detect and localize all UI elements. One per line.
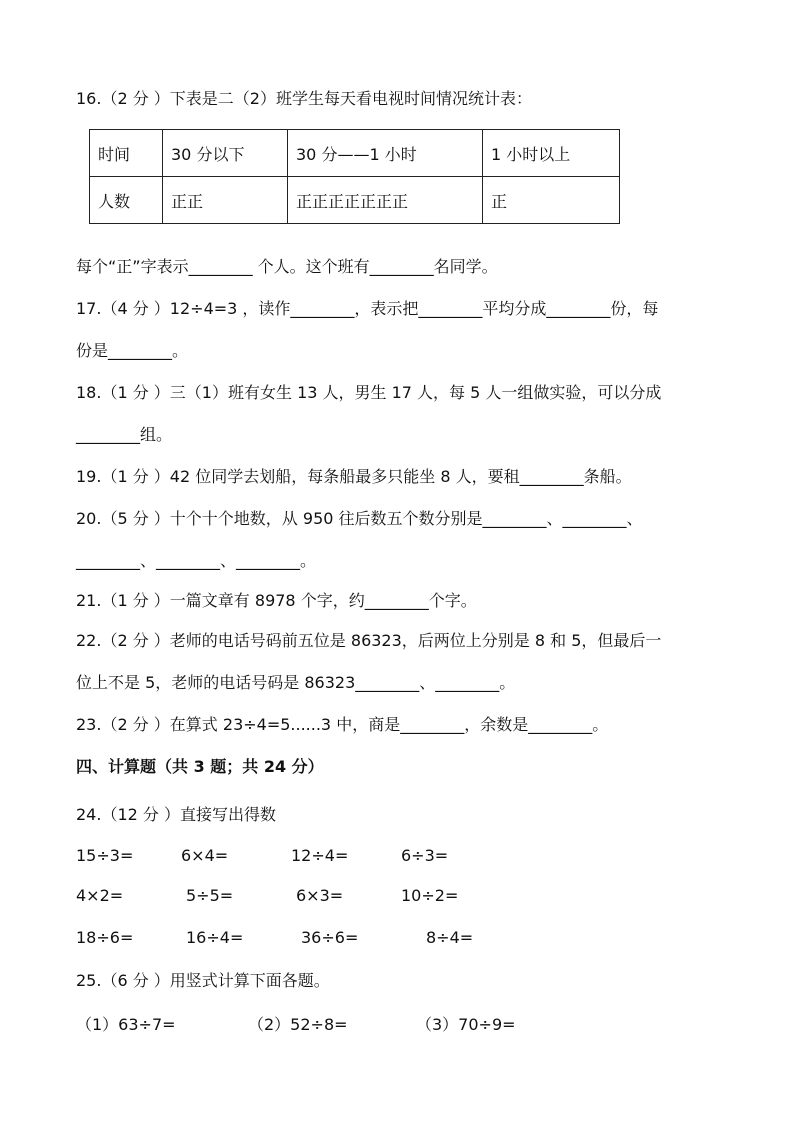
table-cell: 正 — [483, 177, 620, 224]
table-cell: 30 分以下 — [163, 130, 288, 177]
vertical-calc-item: （3）70÷9= — [416, 1015, 516, 1034]
section-4-title: 四、计算题（共 3 题；共 24 分） — [76, 757, 324, 776]
question-21-line1: 21.（1 分 ）一篇文章有 8978 个字，约________个字。 — [76, 591, 477, 610]
question-22-line2: 位上不是 5，老师的电话号码是 86323________、________。 — [76, 673, 516, 692]
question-22-line1: 22.（2 分 ）老师的电话号码前五位是 86323，后两位上分别是 8 和 5，但最后一 — [76, 631, 662, 650]
question-17-line2: 份是________。 — [76, 341, 189, 360]
table-cell: 正正正正正正正 — [288, 177, 483, 224]
calc-item: 10÷2= — [401, 886, 459, 905]
table-cell: 正正 — [163, 177, 288, 224]
calc-item: 18÷6= — [76, 928, 134, 947]
calc-item: 36÷6= — [301, 928, 359, 947]
question-19-line1: 19.（1 分 ）42 位同学去划船，每条船最多只能坐 8 人，要租________条船。 — [76, 467, 632, 486]
question-20-line2: ________、________、________。 — [76, 551, 317, 570]
table-cell: 30 分——1 小时 — [288, 130, 483, 177]
question-17-line1: 17.（4 分 ）12÷4=3 ，读作________，表示把________平均分成________份，每 — [76, 299, 659, 318]
calc-item: 6÷3= — [401, 846, 449, 865]
table-cell: 时间 — [90, 130, 163, 177]
calc-item: 8÷4= — [426, 928, 474, 947]
table-row — [90, 177, 620, 224]
calc-item: 6×3= — [296, 886, 344, 905]
question-24-prompt: 24.（12 分 ）直接写出得数 — [76, 805, 276, 824]
question-23-line1: 23.（2 分 ）在算式 23÷4=5......3 中，商是________，余数是________。 — [76, 715, 609, 734]
question-16-followup: 每个“正”字表示________ 个人。这个班有________名同学。 — [76, 257, 498, 276]
table-cell: 人数 — [90, 177, 163, 224]
vertical-calc-item: （1）63÷7= — [76, 1015, 176, 1034]
vertical-calc-item: （2）52÷8= — [248, 1015, 348, 1034]
calc-item: 15÷3= — [76, 846, 134, 865]
question-16-prompt: 16.（2 分 ）下表是二（2）班学生每天看电视时间情况统计表： — [76, 89, 532, 108]
question-25-prompt: 25.（6 分 ）用竖式计算下面各题。 — [76, 971, 330, 990]
calc-item: 12÷4= — [291, 846, 349, 865]
calc-item: 4×2= — [76, 886, 124, 905]
question-20-line1: 20.（5 分 ）十个十个地数，从 950 往后数五个数分别是________、________、 — [76, 509, 643, 528]
question-18-line1: 18.（1 分 ）三（1）班有女生 13 人，男生 17 人，每 5 人一组做实验，可以分成 — [76, 383, 662, 402]
calc-item: 16÷4= — [186, 928, 244, 947]
calc-item: 5÷5= — [186, 886, 234, 905]
table-row — [90, 130, 620, 177]
calc-item: 6×4= — [181, 846, 229, 865]
table-cell: 1 小时以上 — [483, 130, 620, 177]
tv-time-table — [89, 129, 620, 224]
question-18-line2: ________组。 — [76, 425, 173, 444]
